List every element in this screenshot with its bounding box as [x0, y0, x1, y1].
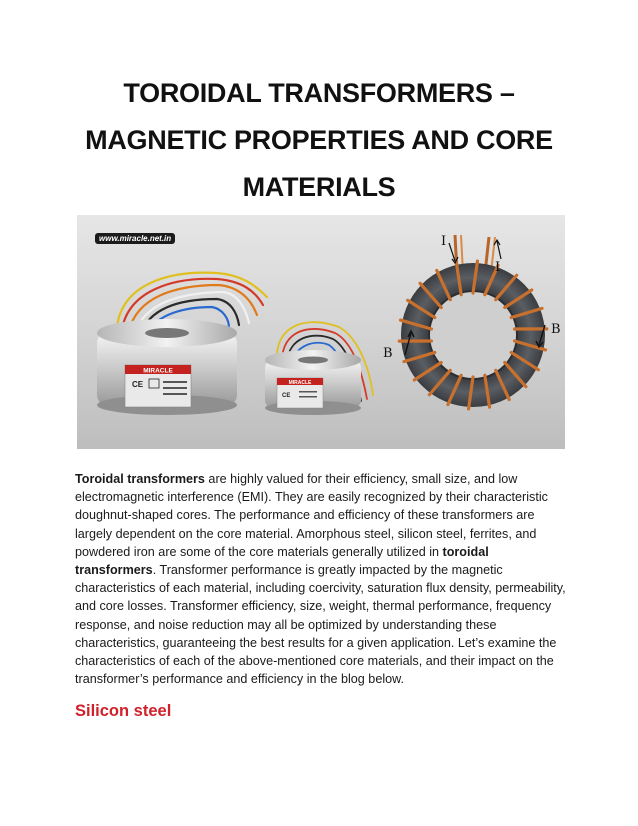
title-line-2: MAGNETIC PROPERTIES AND CORE [85, 125, 553, 155]
title-line-3: MATERIALS [242, 172, 396, 202]
page-title [60, 70, 578, 211]
small-brand-label: MIRACLE [288, 379, 312, 386]
field-right-label: B [551, 322, 561, 337]
large-transformer [97, 319, 237, 415]
watermark: www.miracle.net.in [95, 233, 175, 244]
toroid-core-diagram [383, 234, 561, 409]
title-line-1: TOROIDAL TRANSFORMERS – [123, 78, 515, 108]
svg-text:CE: CE [132, 380, 144, 389]
paragraph-part-2: . Transformer performance is greatly impacted by the magnetic characteristics of each material, including coercivity, saturation flux density, permeability, and core losses. Transformer efficiency, size, weight, thermal performance, frequency response, and noise reduction may all be optimized by understanding these characteristics, guaranteeing the best results for a given application. Let’s examine the characteristics of each of the above-mentioned core materials, and their impact on the transformer’s performance and efficiency in the blog below. [75, 563, 566, 687]
current-in-label: I [441, 234, 447, 249]
field-left-label: B [383, 346, 393, 361]
section-heading-silicon-steel: Silicon steel [75, 702, 172, 720]
lead-bold-text: Toroidal transformers [75, 472, 205, 486]
current-out-label: I [495, 260, 501, 275]
paragraph-part-1: are highly valued for their efficiency, small size, and low electromagnetic interference (EMI). They are easily recognized by their characteristic doughnut-shaped cores. The performance and efficiency of these transformers are largely dependent on the core material. Amorphous steel, silicon steel, ferrites, and powdered iron are some of the core materials generally utilized in [75, 472, 548, 559]
intro-paragraph [75, 470, 567, 688]
small-transformer [265, 350, 361, 415]
intro-paragraph-text [75, 470, 567, 688]
large-brand-label: MIRACLE [143, 367, 173, 375]
transformer-illustration [77, 215, 565, 449]
mid-bold-text: toroidal transformers [75, 544, 489, 578]
svg-text:CE: CE [282, 393, 291, 399]
hero-image [77, 215, 565, 449]
